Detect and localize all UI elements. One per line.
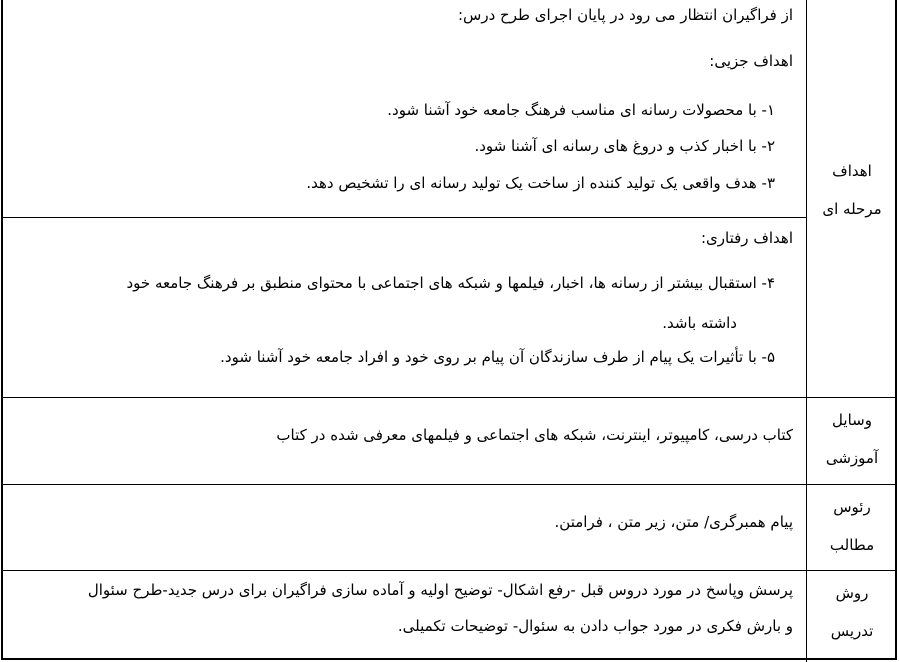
method-text-line1: پرسش وپاسخ در مورد دروس قبل -رفع اشکال- توضیح اولیه و آماده سازی فراگیران برای درس جدید-طرح سئوال [87, 581, 793, 599]
goals-label-line1: اهداف [832, 162, 872, 180]
tools-label-line2: آموزشی [825, 449, 879, 467]
topics-text: پیام همبرگری/ متن، زیر متن ، فرامتن. [554, 513, 793, 531]
partial-goal-item-2: ۲- با اخبار کذب و دروغ های رسانه ای آشنا شود. [474, 137, 775, 155]
goals-label-line2: مرحله ای [822, 200, 882, 218]
method-label-line2: تدریس [830, 622, 874, 640]
behavioral-goal-item-4-continued: داشته باشد. [662, 314, 737, 332]
row-divider-goals [2, 397, 897, 398]
behavioral-goals-heading: اهداف رفتاری: [701, 229, 793, 247]
goals-intro: از فراگیران انتظار می رود در پایان اجرای طرح درس: [458, 6, 793, 24]
tools-label [808, 401, 896, 477]
goals-label [808, 152, 896, 228]
tools-text: کتاب درسی، کامپیوتر، اینترنت، شبکه های اجتماعی و فیلمهای معرفی شده در کتاب [276, 426, 793, 444]
row-divider-goals-inner [2, 217, 806, 218]
row-divider-tools [2, 484, 897, 485]
topics-label [808, 488, 896, 564]
behavioral-goal-item-5: ۵- با تأثیرات یک پیام از طرف سازندگان آن پیام بر روی خود و افراد جامعه خود آشنا شود. [220, 348, 775, 366]
partial-goal-item-1: ۱- با محصولات رسانه ای مناسب فرهنگ جامعه خود آشنا شود. [387, 101, 775, 119]
topics-label-line1: رئوس [833, 498, 871, 516]
method-text-line2: و بارش فکری در مورد جواب دادن به سئوال- توضیحات تکمیلی. [397, 617, 793, 635]
row-divider-topics [2, 570, 897, 571]
column-divider [806, 0, 807, 662]
method-label-line1: روش [835, 584, 869, 602]
tools-label-line1: وسایل [832, 411, 872, 429]
behavioral-goal-item-4: ۴- استقبال بیشتر از رسانه ها، اخبار، فیلمها و شبکه های اجتماعی با محتوای منطبق بر فرهنگ جامعه خود [126, 274, 775, 292]
partial-goal-item-3: ۳- هدف واقعی یک تولید کننده از ساخت یک تولید رسانه ای را تشخیص دهد. [306, 174, 775, 192]
topics-label-line2: مطالب [829, 536, 875, 554]
partial-goals-heading: اهداف جزیی: [709, 52, 793, 70]
method-label [808, 574, 896, 650]
